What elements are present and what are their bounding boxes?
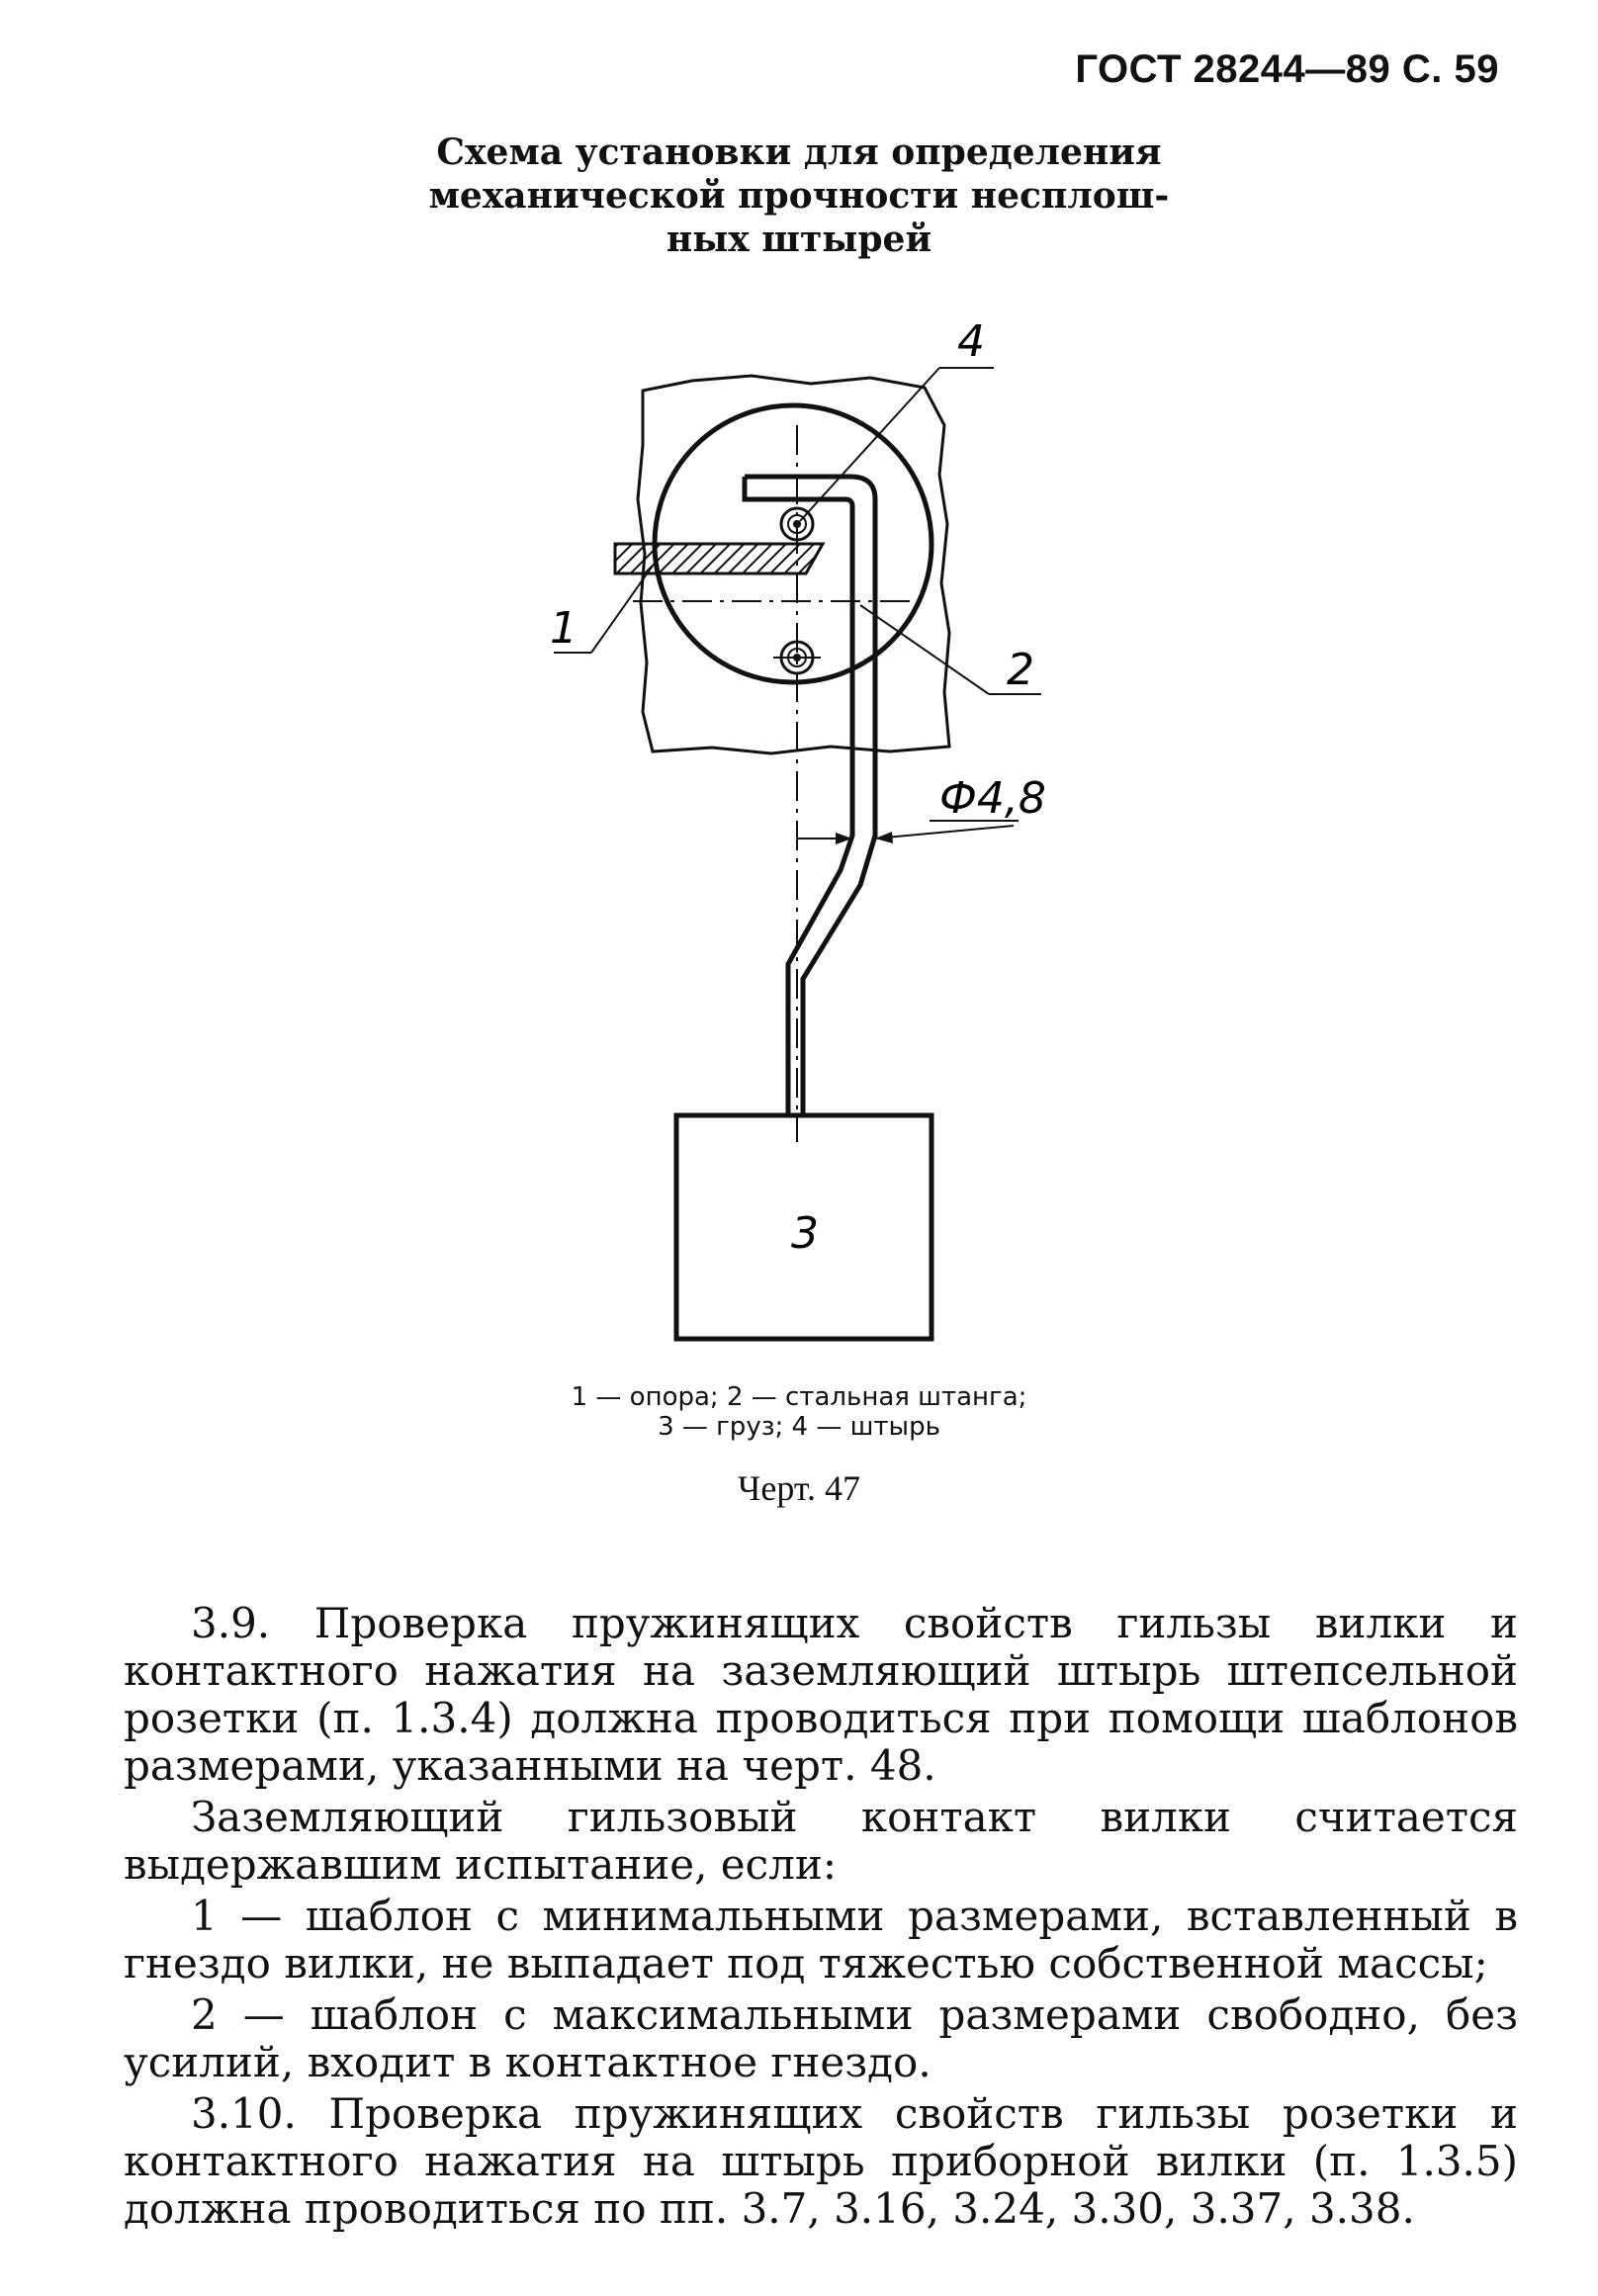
figure-title-line: ных штырей — [666, 219, 932, 260]
figure-title-line: Схема установки для определения — [436, 132, 1162, 173]
label-2: 2 — [1007, 645, 1034, 695]
support-bar — [615, 544, 823, 574]
page-header: ГОСТ 28244—89 С. 59 — [1075, 47, 1499, 91]
paragraph: 2 — шаблон с максимальными размерами свободно, без усилий, входит в контактное гнездо. — [124, 1990, 1518, 2086]
caption-line: 1 — опора; 2 — стальная штанга; — [571, 1382, 1027, 1412]
paragraph: Заземляющий гильзовый контакт вилки считается выдержавшим испытание, если: — [124, 1793, 1518, 1889]
caption-line: 3 — груз; 4 — штырь — [658, 1412, 940, 1442]
paragraph: 3.9. Проверка пружинящих свойств гильзы вилки и контактного нажатия на заземляющий штырь штепсельной розетки (п. 1.3.4) должна проводиться при помощи шаблонов размерами, указанными на черт. 48. — [124, 1599, 1518, 1790]
paragraph: 1 — шаблон с минимальными размерами, вставленный в гнездо вилки, не выпадает под тяжестью собственной массы; — [124, 1892, 1518, 1987]
figure-title-line: механической прочности несплош- — [428, 175, 1170, 217]
dimension-label: Ф4,8 — [939, 773, 1046, 824]
figure-caption — [0, 1382, 1598, 1442]
paragraph: 3.10. Проверка пружинящих свойств гильзы розетки и контактного нажатия на штырь приборной вилки (п. 1.3.5) должна проводиться по пп. 3.7, 3.16, 3.24, 3.30, 3.37, 3.38. — [124, 2089, 1518, 2233]
body-text — [124, 1600, 1518, 2237]
label-1: 1 — [550, 603, 577, 654]
label-3: 3 — [791, 1208, 819, 1259]
label-4: 4 — [957, 316, 985, 367]
figure-number: Черт. 47 — [738, 1468, 860, 1508]
